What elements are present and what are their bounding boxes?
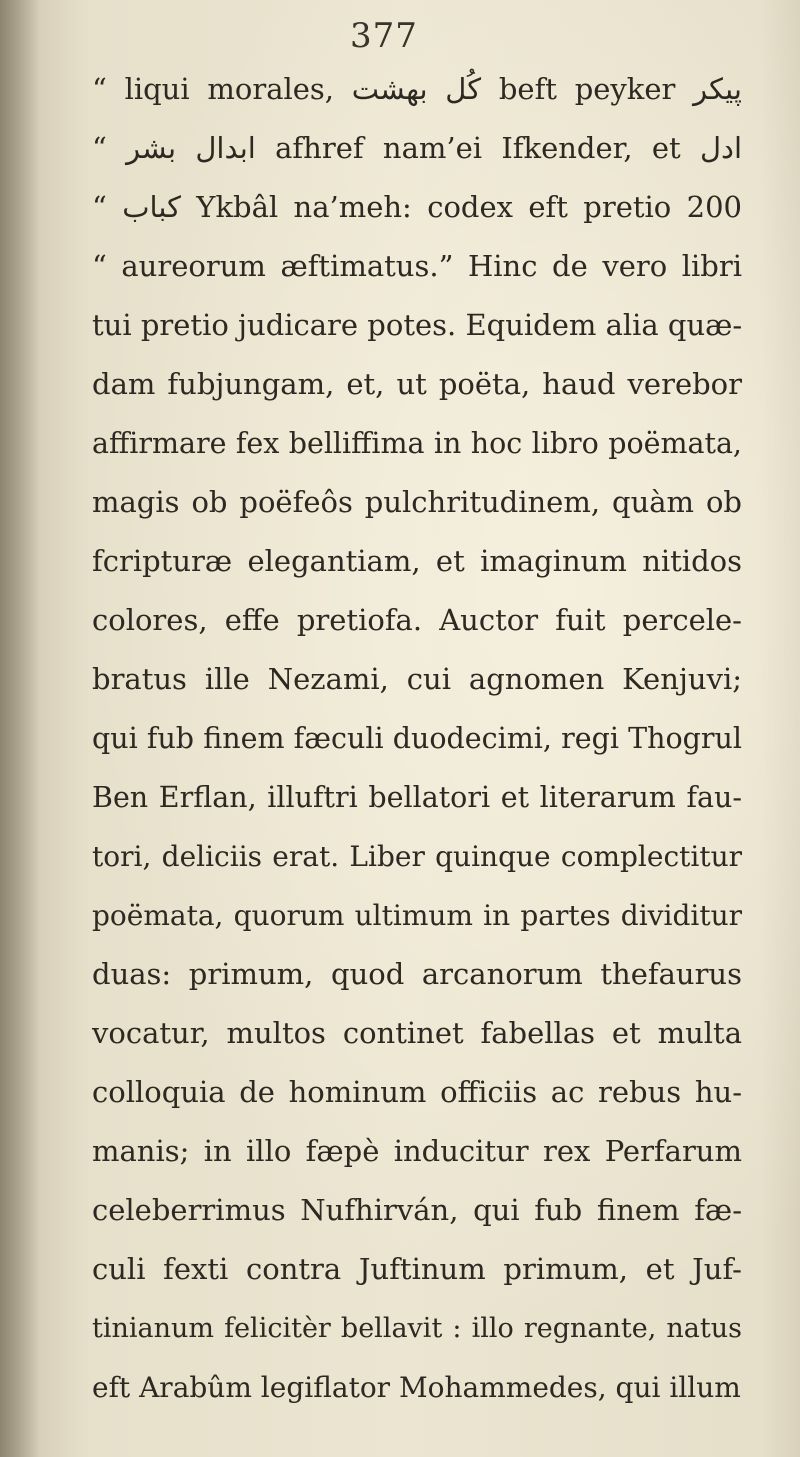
text-line: vocatur, multos continet fabellas et multa — [92, 1016, 742, 1050]
text-line: dam fubjungam, et, ut poëta, haud verebor — [92, 367, 742, 401]
text-line: tori, deliciis erat. Liber quinque complectitur — [92, 840, 742, 873]
text-line: magis ob poëfeôs pulchritudinem, quàm ob — [92, 485, 742, 519]
text-line: “ ابدال بشر afhref nam’ei Ifkender, et ادل — [92, 131, 742, 165]
page-number: 377 — [350, 16, 418, 56]
text-line: “ liqui morales, كُل بهشت beft peyker پیکر — [92, 72, 742, 106]
text-line: “ aureorum æftimatus.” Hinc de vero libri — [92, 249, 742, 283]
text-line: manis; in illo fæpè inducitur rex Perfarum — [92, 1134, 742, 1168]
text-line: tinianum felicitèr bellavit : illo regnante, natus — [92, 1313, 742, 1344]
text-line: eft Arabûm legiflator Mohammedes, qui illum — [92, 1371, 741, 1404]
text-line: bratus ille Nezami, cui agnomen Kenjuvi; — [92, 662, 742, 696]
text-line: poëmata, quorum ultimum in partes dividitur — [92, 899, 742, 932]
text-line: Ben Erflan, illuftri bellatori et literarum fau- — [92, 781, 742, 814]
text-line: duas: primum, quod arcanorum thefaurus — [92, 957, 742, 991]
text-line: “ کباب Ykbâl na’meh: codex eft pretio 200 — [92, 190, 742, 224]
text-line: celeberrimus Nufhirván, qui fub finem fæ- — [92, 1193, 742, 1227]
text-line: qui fub finem fæculi duodecimi, regi Thogrul — [92, 722, 742, 755]
text-line: tui pretio judicare potes. Equidem alia quæ- — [92, 308, 743, 342]
body-text — [92, 60, 742, 1417]
text-line: culi fexti contra Juftinum primum, et Juf- — [92, 1252, 742, 1286]
text-line: colores, effe pretiofa. Auctor fuit percele- — [92, 603, 742, 637]
text-line: colloquia de hominum officiis ac rebus hu- — [92, 1075, 742, 1109]
text-line: fcripturæ elegantiam, et imaginum nitidos — [92, 544, 742, 578]
text-line: affirmare fex belliffima in hoc libro poëmata, — [92, 427, 742, 460]
gutter-shadow — [0, 0, 40, 1457]
